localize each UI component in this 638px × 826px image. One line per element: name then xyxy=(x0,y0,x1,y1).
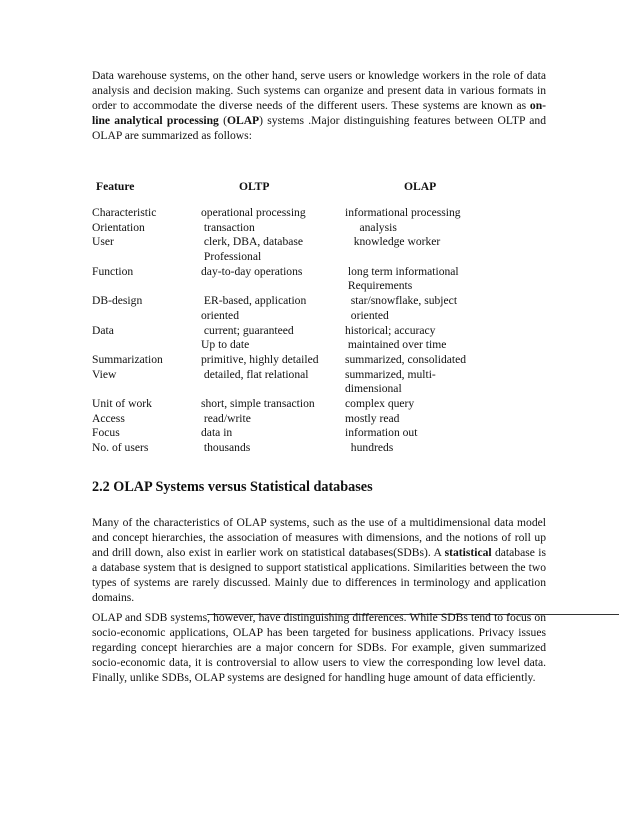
olap-header: OLAP xyxy=(404,180,437,193)
intro-abbr-open: ( xyxy=(218,114,227,127)
oltp-cell: detailed, flat relational xyxy=(201,367,309,381)
oltp-cell: primitive, highly detailed xyxy=(201,352,319,366)
feature-cell: Focus xyxy=(92,426,120,440)
olap-cell: mostly read xyxy=(345,411,400,425)
olap-cell: oriented xyxy=(345,308,389,322)
oltp-cell: transaction xyxy=(201,220,255,234)
table-row xyxy=(0,368,638,383)
table-row xyxy=(0,309,638,324)
olap-cell: maintained over time xyxy=(345,338,447,352)
oltp-cell: clerk, DBA, database xyxy=(201,235,304,249)
table-row xyxy=(0,265,638,280)
feature-cell: Unit of work xyxy=(92,396,152,410)
feature-cell: Summarization xyxy=(92,352,163,366)
olap-cell: star/snowflake, subject xyxy=(345,294,458,308)
table-row xyxy=(0,397,638,412)
olap-cell: analysis xyxy=(345,220,397,234)
para1-text-a: Many of the characteristics of OLAP systems, such as the use of a multidimensional data model and concept hierarchies, the association of measures with dimensions, and the notions of roll up and drill down, also exist in earlier work on statistical databases(SDBs). A xyxy=(92,516,546,559)
intro-text-1: Data warehouse systems, on the other hand, serve users or knowledge workers in the role of data analysis and decision making. Such systems can organize and present data in various formats in order to accommodate the diverse needs of the different users. These systems are known as xyxy=(92,69,546,112)
olap-bold-term: on-line analytical processing xyxy=(92,99,546,127)
feature-cell: DB-design xyxy=(92,294,143,308)
olap-cell: long term informational xyxy=(345,264,459,278)
table-row xyxy=(0,441,638,456)
feature-cell: Data xyxy=(92,323,114,337)
oltp-cell: ER-based, application xyxy=(201,294,307,308)
oltp-cell: operational processing xyxy=(201,206,306,219)
olap-cell: knowledge worker xyxy=(345,235,441,249)
oltp-header: OLTP xyxy=(239,180,270,193)
olap-cell: dimensional xyxy=(345,382,402,396)
table-row xyxy=(0,353,638,368)
olap-cell: summarized, consolidated xyxy=(345,352,467,366)
table-row xyxy=(0,206,638,221)
olap-cell: summarized, multi- xyxy=(345,367,436,381)
section-paragraph-1 xyxy=(92,515,546,605)
olap-cell: historical; accuracy xyxy=(345,323,436,337)
oltp-cell: oriented xyxy=(201,308,239,322)
olap-cell: hundreds xyxy=(345,441,394,454)
table-row xyxy=(0,235,638,250)
oltp-cell: Professional xyxy=(201,250,262,264)
section-heading: 2.2 OLAP Systems versus Statistical databases xyxy=(92,479,373,495)
oltp-cell: data in xyxy=(201,426,233,440)
feature-cell: No. of users xyxy=(92,441,149,454)
table-row xyxy=(0,426,638,441)
olap-cell: information out xyxy=(345,426,418,440)
feature-header: Feature xyxy=(96,180,135,193)
oltp-cell: current; guaranteed xyxy=(201,323,294,337)
section-paragraph-2: OLAP and SDB systems, however, have distinguishing differences. While SDBs tend to focus on socio-economic applications, OLAP has been targeted for business applications. Privacy issues regarding concept hierarchies are a major concern for SDBs. For example, given summarized socio-economic data, it is controversial to allow users to view the corresponding low level data. Finally, unlike SDBs, OLAP systems are designed for handling huge amount of data efficiently. xyxy=(92,611,546,684)
oltp-cell: short, simple transaction xyxy=(201,396,315,410)
table-row xyxy=(0,294,638,309)
olap-abbr: OLAP xyxy=(226,114,260,127)
table-row xyxy=(0,221,638,236)
statistical-bold: statistical xyxy=(444,546,492,559)
table-row xyxy=(0,250,638,265)
feature-cell: Access xyxy=(92,411,125,425)
table-row xyxy=(0,338,638,353)
feature-cell: View xyxy=(92,367,117,381)
table-row xyxy=(0,279,638,294)
intro-paragraph xyxy=(92,68,546,143)
olap-cell: Requirements xyxy=(345,279,413,293)
feature-cell: Orientation xyxy=(92,220,145,234)
oltp-cell: read/write xyxy=(201,411,251,425)
feature-cell: User xyxy=(92,235,114,249)
para1-text-b: database is a database system that is designed to support statistical applications. Similarities between the two types of systems are rarely discussed. Mainly due to differences in terminology and application domains. xyxy=(92,546,546,604)
feature-cell: Function xyxy=(92,264,134,278)
olap-cell: complex query xyxy=(345,396,415,410)
table-row xyxy=(0,412,638,427)
olap-cell: informational processing xyxy=(345,206,461,219)
feature-cell: Characteristic xyxy=(92,206,157,219)
comparison-table xyxy=(0,206,638,456)
oltp-cell: Up to date xyxy=(201,338,250,352)
table-row xyxy=(0,324,638,339)
table-row xyxy=(0,382,638,397)
intro-text-2: ) systems .Major distinguishing features between OLTP and OLAP are summarized as follows: xyxy=(92,114,546,142)
oltp-cell: day-to-day operations xyxy=(201,264,303,278)
oltp-cell: thousands xyxy=(201,441,251,454)
